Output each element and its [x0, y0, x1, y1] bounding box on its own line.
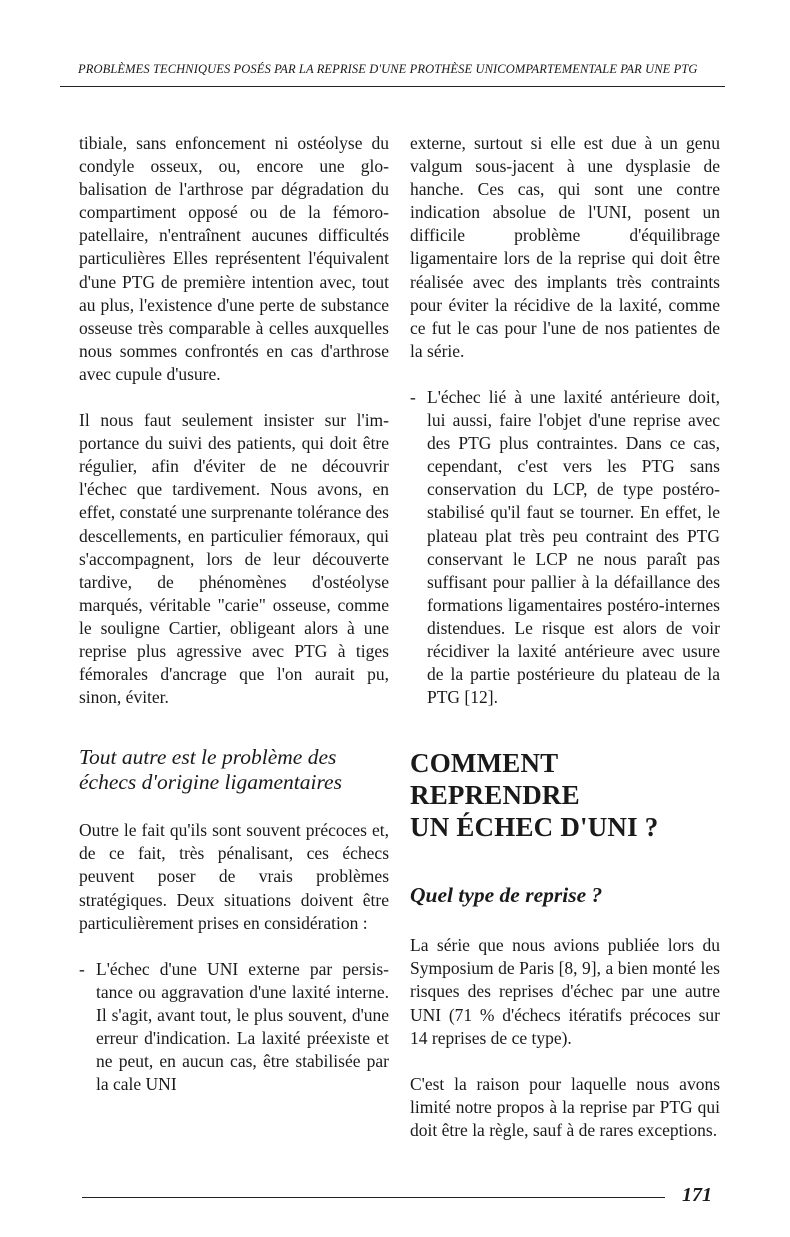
- right-paragraph-3: C'est la raison pour laquelle nous avons limité notre propos à la reprise par PTG qui doit être la règle, sauf à de rares exceptions.: [410, 1073, 720, 1140]
- list-item: [410, 386, 720, 709]
- left-paragraph-1: tibiale, sans enfoncement ni ostéolyse du condyle osseux, ou, encore une globalisation de l'arthrose par dégradation du compartiment opposé ou de la fémoro-patellaire, n'entraînent aucunes difficultés particulières Elles représentent l'équivalent d'une PTG de première intention avec, tout au plus, l'existence d'une perte de substance osseuse très comparable à celles auxquelles nous sommes confrontés en cas d'arthrose avec cupule d'usure.: [79, 133, 389, 384]
- left-subheading: Tout autre est le problème des échecs d'origine ligamentaires: [79, 745, 342, 795]
- running-header: PROBLÈMES TECHNIQUES POSÉS PAR LA REPRISE D'UNE PROTHÈSE UNICOMPARTEMENTALE PAR UNE PTG: [78, 62, 698, 76]
- footer-rule: [82, 1197, 665, 1198]
- header-rule: [60, 86, 725, 87]
- section-title-line-2: UN ÉCHEC D'UNI ?: [410, 812, 659, 843]
- list-dash: -: [410, 386, 416, 407]
- left-paragraph-2: Il nous faut seulement insister sur l'importance du suivi des patients, qui doit être régulier, afin d'éviter de ne découvrir l'échec que tardivement. Nous avons, en effet, constaté une surprenante tolérance des descellements, en particulier fémoraux, qui s'accompagnent, lors de leur découverte tardive, de phénomènes d'ostéolyse marqués, véritable "carie" osseuse, comme le souligne Cartier, obligeant alors à une reprise plus agressive avec PTG à tiges fémorales d'ancrage que l'on aurait pu, sinon, éviter.: [79, 410, 389, 708]
- list-item: [79, 958, 389, 1097]
- section-title-line-1: COMMENT REPRENDRE: [410, 748, 580, 811]
- list-dash: -: [79, 958, 85, 979]
- page-number: 171: [682, 1184, 712, 1206]
- right-paragraph-1: externe, surtout si elle est due à un genu valgum sous-jacent à une dysplasie de hanche. Ces cas, qui sont une contre indication absolue de l'UNI, posent un difficile problème d'équilibrage ligamentaire lors de la reprise qui doit être réalisée avec des implants très contraints pour éviter la récidive de la laxité, comme ce fut le cas pour l'une de nos patientes de la série.: [410, 133, 720, 361]
- right-subheading: Quel type de reprise ?: [410, 883, 603, 908]
- right-paragraph-2: La série que nous avions publiée lors du Symposium de Paris [8, 9], a bien monté les risques des reprises d'échec par une autre UNI (71 % d'échecs itératifs précoces sur 14 reprises de ce type).: [410, 935, 720, 1048]
- list-item-text: L'échec d'une UNI externe par persistance ou aggravation d'une laxité interne. Il s'agit, avant tout, le plus souvent, d'une erreur d'indication. La laxité préexiste et ne peut, en aucun cas, être stabilisée par la cale UNI: [96, 958, 389, 1095]
- left-column: [79, 132, 389, 1096]
- section-title: [410, 747, 720, 843]
- list-item-text: L'échec lié à une laxité antérieure doit, lui aussi, faire l'objet d'une reprise avec des PTG plus contraintes. Dans ce cas, cependant, c'est vers les PTG sans conservation du LCP, de type postéro-stabilisé qu'il faut se tourner. En effet, le plateau plat très peu contraint des PTG conservant le LCP ne nous paraît pas suffisant pour pallier à la défaillance des formations ligamentaires postéro-internes distendues. Le risque est alors de voir récidiver la laxité antérieure avec usure de la partie postérieure du plateau de la PTG [12].: [427, 386, 720, 708]
- right-column: [410, 132, 720, 1142]
- left-paragraph-3: Outre le fait qu'ils sont souvent précoces et, de ce fait, très pénalisant, ces échecs peuvent poser de vrais problèmes stratégiques. Deux situations doivent être particulièrement prises en considération :: [79, 820, 389, 933]
